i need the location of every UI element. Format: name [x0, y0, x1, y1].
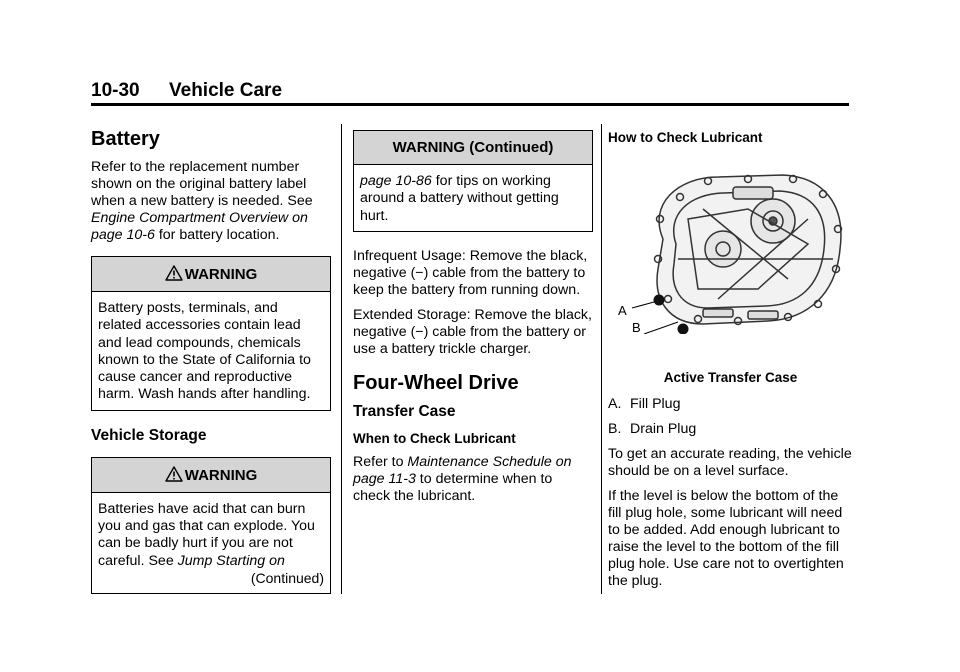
- refer-text-start: Refer to: [353, 453, 408, 470]
- refer-text-end: to determine when to check the lubricant.: [353, 470, 553, 504]
- list-text: Fill Plug: [630, 396, 681, 412]
- continued-label: (Continued): [250, 569, 324, 586]
- page-header: [91, 80, 282, 102]
- column-1: [91, 120, 331, 606]
- page-10-86-link[interactable]: page 10-86: [360, 173, 432, 189]
- warning-text-rest: for tips on working around a battery without getting hurt.: [360, 173, 559, 224]
- warning-header: [92, 458, 330, 493]
- warning-body: [354, 165, 592, 231]
- intro-text-end: for battery location.: [154, 227, 280, 243]
- warning-header: WARNING (Continued): [354, 131, 592, 165]
- warning-title: WARNING: [184, 466, 258, 484]
- warning-text-main: Batteries have acid that can burn you and gas that can explode. You can be badly hurt if you are not careful. See: [98, 500, 315, 569]
- warning-box-lead: [91, 256, 331, 411]
- warning-header: [92, 257, 330, 292]
- battery-intro: [91, 159, 331, 244]
- header-rule: [91, 103, 849, 106]
- extended-storage-text: Extended Storage: Remove the black, negative (−) cable from the battery or use a battery trickle charger.: [353, 306, 592, 357]
- warning-body: [92, 292, 330, 410]
- when-to-check-heading: When to Check Lubricant: [353, 430, 516, 446]
- list-letter: B.: [608, 421, 622, 437]
- maintenance-schedule-link[interactable]: Maintenance Schedule on page 11-3: [353, 453, 572, 487]
- figure-caption: Active Transfer Case: [663, 370, 798, 385]
- list-item: [608, 396, 853, 413]
- column-divider-2: [601, 124, 602, 594]
- engine-compartment-link[interactable]: Engine Compartment Overview on page 10-6: [91, 210, 308, 243]
- warning-title: WARNING: [184, 266, 258, 283]
- figure-label-a: A: [618, 303, 627, 318]
- transfer-case-heading: Transfer Case: [353, 402, 456, 420]
- refer-text: [353, 454, 593, 505]
- warning-box-continued: [353, 130, 593, 232]
- infrequent-usage-text: Infrequent Usage: Remove the black, negative (−) cable from the battery to keep the battery from running down.: [353, 247, 588, 298]
- warning-triangle-icon: [165, 466, 183, 482]
- list-text: Drain Plug: [630, 421, 697, 437]
- jump-starting-link[interactable]: Jump Starting on: [177, 552, 285, 569]
- four-wheel-drive-heading: Four-Wheel Drive: [353, 371, 519, 394]
- transfer-case-illustration: [608, 149, 853, 334]
- list-letter: A.: [608, 396, 622, 412]
- battery-heading: Battery: [91, 128, 160, 150]
- warning-body: [92, 493, 330, 593]
- vehicle-storage-heading: Vehicle Storage: [91, 426, 207, 444]
- column-2: [353, 130, 593, 513]
- warning-box-acid: [91, 457, 331, 594]
- column-3: [608, 130, 853, 598]
- how-to-check-heading: How to Check Lubricant: [608, 130, 763, 145]
- fill-level-text: If the level is below the bottom of the fill plug hole, some lubricant will need to be added. Add enough lubricant to raise the level to the bottom of the fill plug hole. Use care not to overtighten the plug.: [608, 488, 844, 589]
- page-number: 10-30: [91, 80, 140, 101]
- intro-text: Refer to the replacement number shown on the original battery label when a new battery is needed. See: [91, 159, 313, 209]
- section-title: Vehicle Care: [169, 80, 283, 101]
- warning-text: Battery posts, terminals, and related accessories contain lead and lead compounds, chemicals known to the State of California to cause cancer and reproductive harm. Wash hands after handling.: [98, 300, 311, 403]
- list-item: [608, 421, 853, 438]
- warning-triangle-icon: [165, 265, 183, 281]
- level-surface-text: To get an accurate reading, the vehicle should be on a level surface.: [608, 446, 852, 479]
- warning-text: [98, 501, 324, 570]
- figure-label-b: B: [632, 320, 641, 334]
- column-divider-1: [341, 124, 342, 594]
- warning-text: [360, 173, 586, 225]
- plug-list: [608, 396, 853, 438]
